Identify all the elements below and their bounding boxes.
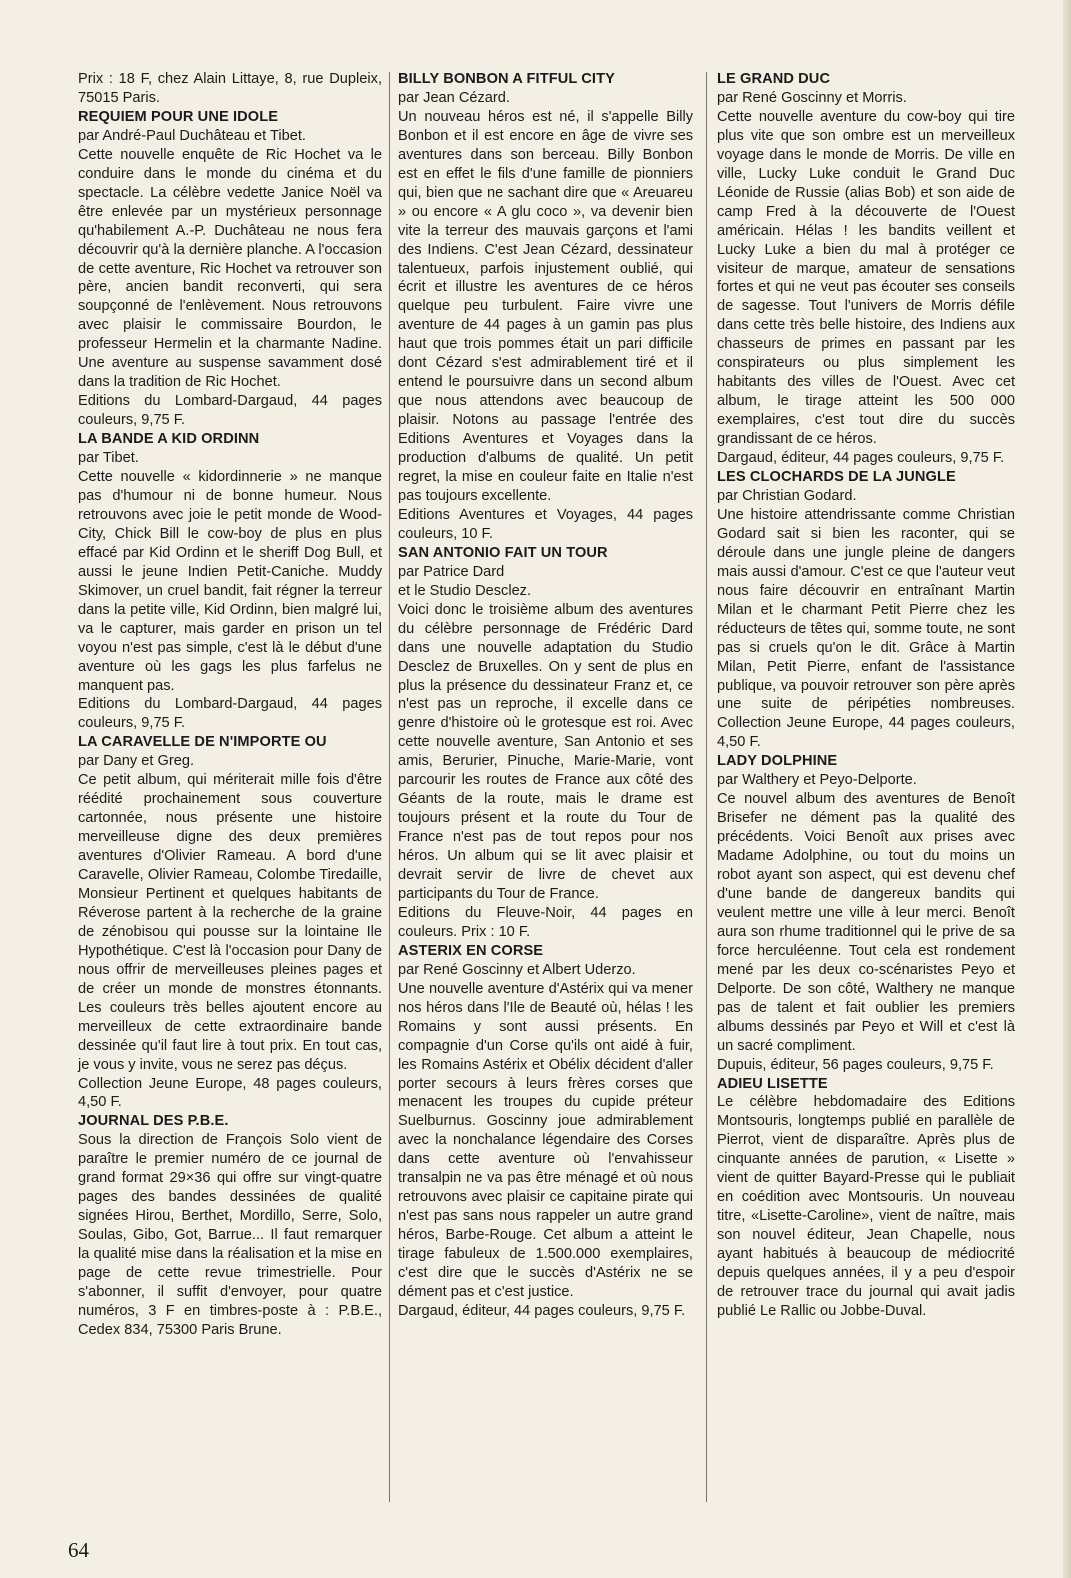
article-title: LES CLOCHARDS DE LA JUNGLE	[717, 469, 956, 486]
article-paragraph: par Jean Cézard.	[398, 89, 510, 106]
article-title: LE GRAND DUC	[717, 71, 831, 87]
article-paragraph: Ce nouvel album des aventures de Benoît Brisefer ne dément pas la qualité des précédents. Voici Benoît aux prises avec Madame Adolphine, ou tout du moins un robot ayant son aspect, qui est devenu chef d'une bande de dangereux bandits qui veulent mettre une ville à leur merci. Benoît aura son rhume traditionnel qui le prive de sa force herculéenne. Tout cela est rondement mené par les deux co-scénaristes Peyo et Delporte. De son côté, Walthery ne manque pas de talent et fait oublier les premiers albums dessinés par Peyo et Will et c'est là un sacré compliment.	[717, 791, 1015, 1054]
article-paragraph: Dargaud, éditeur, 44 pages couleurs, 9,75 F.	[398, 1302, 686, 1319]
article-paragraph: Editions Aventures et Voyages, 44 pages couleurs, 10 F.	[398, 506, 693, 542]
article-title: BILLY BONBON A FITFUL CITY	[398, 71, 615, 87]
article-title: ASTERIX EN CORSE	[398, 942, 544, 959]
article-paragraph: Le célèbre hebdomadaire des Editions Montsouris, longtemps publié en parallèle de Pierrot, vient de disparaître. Après plus de cinquante années de parution, « Lisette » vient de quitter Bayard-Presse qui le publiait en coédition avec Montsouris. Un nouveau titre, «Lisette-Caroline», vient de naître, mais son nouvel éditeur, Jean Chapelle, nous ayant habitués à beaucoup de médiocrité depuis quelques années, il y a peu d'espoir de retrouver trace du journal qui avait jadis publié Le Rallic ou Jobbe-Duval.	[717, 1094, 1015, 1319]
column-2	[398, 70, 693, 1321]
article-paragraph: Editions du Lombard-Dargaud, 44 pages couleurs, 9,75 F.	[78, 696, 382, 732]
article-paragraph: Voici donc le troisième album des aventures du célèbre personnage de Frédéric Dard dans une nouvelle adaptation du Studio Desclez de Bruxelles. On y sent de plus en plus la présence du dessinateur Franz et, ce n'est pas un reproche, il excelle dans ce genre d'histoire où le grotesque est roi. Avec cette nouvelle aventure, San Antonio et ses amis, Berurier, Pinuche, Marie-Marie, vont parcourir les routes de France aux côté des Géants de la route, mais le drame est toujours présent et la route du Tour de France n'est pas de tout repos pour nos héros. Un album qui se lit avec plaisir et devrait servir de livre de chevet aux participants du Tour de France.	[398, 601, 693, 902]
article-paragraph: Une nouvelle aventure d'Astérix qui va mener nos héros dans l'Ile de Beauté où, hélas ! les Romains y sont aussi présents. En compagnie d'un Corse qu'ils ont aidé à fuir, les Romains Astérix et Obélix décident d'aller porter secours à leurs frères corses que menacent les troupes du cupide préteur Suelburnus. Goscinny joue admirablement avec la nonchalance légendaire des Corses dans cette aventure où l'envahisseur transalpin ne va pas être ménagé et où nous retrouvons avec plaisir ce capitaine pirate qui n'est pas sans nous rappeler un autre grand héros, Barbe-Rouge. Cet album a atteint le tirage fabuleux de 1.500.000 exemplaires, c'est dire que le succès d'Astérix ne se dément pas et c'est justice.	[398, 980, 693, 1300]
article-paragraph: Collection Jeune Europe, 48 pages couleurs, 4,50 F.	[78, 1075, 382, 1111]
article-paragraph: Cette nouvelle aventure du cow-boy qui tire plus vite que son ombre est un merveilleux voyage dans le monde de Morris. De ville en ville, Lucky Luke conduit le Grand Duc Léonide de Russie (alias Bob) et son aide de camp Fred à la découverte de l'Ouest américain. Hélas ! les bandits veillent et Lucky Luke a bien du mal à protéger ce visiteur de marque, amateur de sensations fortes et qui ne veut pas écouter ses conseils de sagesse. Tout l'univers de Morris défile dans cette très belle histoire, des Indiens aux chasseurs de primes en passant par les conspirateurs ou plus simplement les habitants des villes de l'Ouest. Avec cet album, le tirage atteint les 500 000 exemplaires, c'est tout dire du succès grandissant de ce héros.	[717, 108, 1015, 448]
article-paragraph: Editions du Lombard-Dargaud, 44 pages couleurs, 9,75 F.	[78, 393, 382, 429]
article-title: LA BANDE A KID ORDINN	[78, 431, 260, 448]
article-paragraph: et le Studio Desclez.	[398, 582, 532, 599]
article-title: LADY DOLPHINE	[717, 753, 838, 770]
article	[717, 468, 1015, 752]
article-title: REQUIEM POUR UNE IDOLE	[78, 108, 279, 125]
article-title: LA CARAVELLE DE N'IMPORTE OU	[78, 734, 327, 751]
article-paragraph: Ce petit album, qui mériterait mille fois d'être réédité prochainement sous couverture cartonnée, nous présente une histoire merveilleuse digne des deux premières aventures d'Olivier Rameau. A bord d'une Caravelle, Olivier Rameau, Colombe Tiredaille, Monsieur Pertinent et quelques habitants de Réverose partent à la recherche de la graine de zénobisou qui pousse sur la lointaine Ile Hypothétique. C'est là l'occasion pour Dany de nous offrir de merveilleuses pleines pages et de créer un monde de monstres étonnants. Les couleurs très belles ajoutent encore au merveilleux de cette extraordinaire bande dessinée qu'il faut lire à tout prix. En tout cas, je vous y invite, vous ne serez pas déçus.	[78, 772, 382, 1073]
article-paragraph: Sous la direction de François Solo vient de paraître le premier numéro de ce journal de grand format 29×36 qui offre sur vingt-quatre pages des bandes dessinées de qualité signées Hirou, Berthet, Mordillo, Serre, Solo, Soulas, Gibo, Got, Barrue... Il faut remarquer la qualité mise dans la réalisation et la mise en page de cette revue trimestrielle. Pour s'abonner, il suffit d'envoyer, pour quatre numéros, 3 F en timbres-poste à : P.B.E., Cedex 834, 75300 Paris Brune.	[78, 1132, 382, 1338]
article-paragraph: par Tibet.	[78, 450, 139, 467]
article	[78, 430, 382, 733]
article-paragraph: Une histoire attendrissante comme Christian Godard sait si bien les raconter, qui se déroule dans une jungle pleine de dangers mais aussi d'amour. C'est ce que l'auteur veut nous faire découvrir en entraînant Martin Milan et le charmant Petit Pierre chez les réducteurs de têtes qui, somme toute, ne sont pas si cruels qu'on le dit. Grâce à Martin Milan, Petit Pierre, enfant de l'assistance publique, va pouvoir retrouver son père après une suite de péripéties nombreuses. Collection Jeune Europe, 44 pages couleurs, 4,50 F.	[717, 506, 1015, 751]
article-paragraph: Cette nouvelle « kidordinnerie » ne manque pas d'humour ni de bonne humeur. Nous retrouvons avec joie le petit monde de Wood-City, Chick Bill le cow-boy de plus en plus effacé par Kid Ordinn et le sheriff Dog Bull, et aussi le jeune Indien Petit-Caniche. Muddy Skimover, un cruel bandit, fait régner la terreur dans la petite ville, Kid Ordinn, bien malgré lui, va le capturer, mais garder en prison un tel voyou n'est pas simple, c'est là le début d'une aventure où les gags les plus farfelus ne manquent pas.	[78, 469, 382, 694]
article	[78, 1112, 382, 1339]
article	[717, 70, 1015, 468]
article-title: JOURNAL DES P.B.E.	[78, 1113, 229, 1130]
column-divider	[389, 72, 390, 1502]
article-paragraph: Dargaud, éditeur, 44 pages couleurs, 9,75 F.	[717, 450, 1005, 467]
article	[398, 942, 693, 1321]
column-1	[78, 70, 382, 1340]
article	[78, 108, 382, 430]
article	[398, 544, 693, 942]
article-paragraph: par Patrice Dard	[398, 563, 505, 580]
article-paragraph: Un nouveau héros est né, il s'appelle Billy Bonbon et il est encore en âge de vivre ses aventures dans son berceau. Billy Bonbon est en effet le fils d'une famille de pionniers qui, bien que ne sachant dire que « Areuareu » ou encore « A glu coco », va devenir bien vite la terreur des mauvais garçons et l'ami des Indiens. C'est Jean Cézard, dessinateur talentueux, parfois injustement oublié, qui écrit et illustre les aventures de ce héros quelque peu turbulent. Faire vivre une aventure de 44 pages à un gamin pas plus haut que trois pommes était un pari difficile dont Cézard s'est admirablement tiré et il entend le poursuivre dans un second album que nous attendons avec beaucoup de plaisir. Notons au passage l'entrée des Editions Aventures et Voyages dans la production d'albums de qualité. Un petit regret, la mise en couleur faite en Italie n'est pas toujours excellente.	[398, 108, 693, 504]
article-paragraph: par René Goscinny et Morris.	[717, 89, 907, 106]
page-number: 64	[68, 1538, 89, 1562]
article-paragraph: Editions du Fleuve-Noir, 44 pages en couleurs. Prix : 10 F.	[398, 904, 693, 940]
article-paragraph: par André-Paul Duchâteau et Tibet.	[78, 127, 306, 144]
article	[78, 733, 382, 1112]
article-paragraph: Cette nouvelle enquête de Ric Hochet va le conduire dans le monde du cinéma et du spectacle. La célèbre vedette Janice Noël va être enlevée par un mystérieux personnage qu'habilement A.-P. Duchâteau ne nous fera découvrir qu'à la dernière planche. A l'occasion de cette aventure, Ric Hochet va retrouver son père, ancien bandit reconverti, qui sera soupçonné de l'enlèvement. Nous retrouvons avec plaisir le commissaire Bourdon, le professeur Hermelin et la charmante Nadine. Une aventure au suspense savamment dosé dans la tradition de Ric Hochet.	[78, 146, 382, 391]
article-paragraph: par Christian Godard.	[717, 487, 857, 504]
page-edge	[1063, 0, 1071, 1578]
article-paragraph: Prix : 18 F, chez Alain Littaye, 8, rue Dupleix, 75015 Paris.	[78, 71, 382, 106]
article	[717, 1075, 1015, 1321]
article-title: ADIEU LISETTE	[717, 1075, 828, 1092]
article	[78, 70, 382, 108]
column-3	[717, 70, 1015, 1321]
article	[398, 70, 693, 544]
article-paragraph: Dupuis, éditeur, 56 pages couleurs, 9,75 F.	[717, 1056, 994, 1073]
article-title: SAN ANTONIO FAIT UN TOUR	[398, 544, 608, 561]
article-paragraph: par René Goscinny et Albert Uderzo.	[398, 961, 636, 978]
column-divider	[706, 72, 707, 1502]
article-paragraph: par Walthery et Peyo-Delporte.	[717, 772, 917, 789]
article	[717, 752, 1015, 1074]
article-paragraph: par Dany et Greg.	[78, 753, 194, 770]
